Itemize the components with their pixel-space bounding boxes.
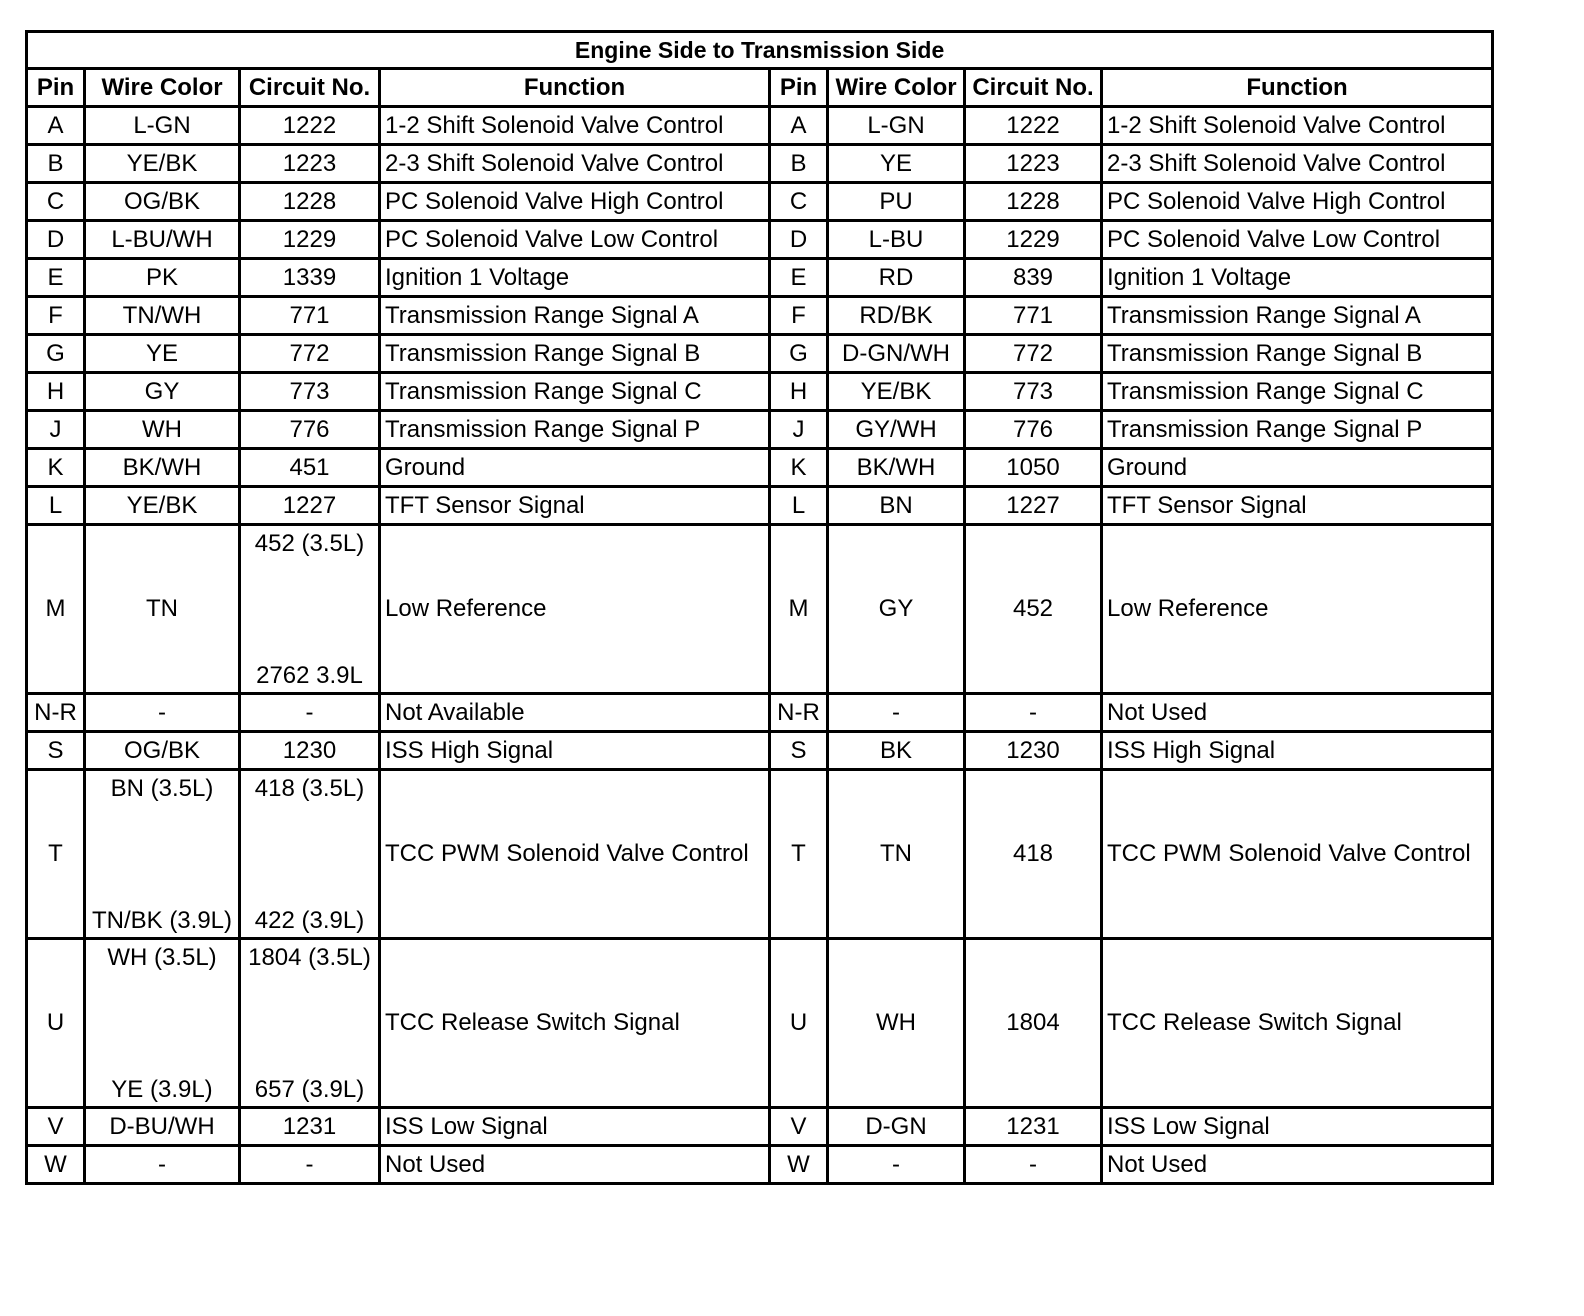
engine-function: Transmission Range Signal C [380,373,770,411]
engine-circuit-no: 1228 [240,183,380,221]
engine-function: TCC Release Switch Signal [380,939,770,1108]
trans-wire-color: TN [828,770,965,939]
col-header-engine-pin: Pin [27,69,85,107]
engine-wire-color: - [85,1146,240,1184]
trans-pin: S [770,732,828,770]
trans-function: 1-2 Shift Solenoid Valve Control [1102,107,1493,145]
trans-pin: B [770,145,828,183]
trans-pin: J [770,411,828,449]
col-header-engine-function: Function [380,69,770,107]
engine-circuit-no: 1222 [240,107,380,145]
trans-circuit-no: 418 [965,770,1102,939]
trans-wire-color: D-GN/WH [828,335,965,373]
engine-function: ISS Low Signal [380,1108,770,1146]
engine-function: Transmission Range Signal A [380,297,770,335]
engine-function: Ignition 1 Voltage [380,259,770,297]
trans-wire-color: L-BU [828,221,965,259]
engine-pin: K [27,449,85,487]
trans-pin: W [770,1146,828,1184]
trans-function: ISS Low Signal [1102,1108,1493,1146]
engine-circuit-no: 1231 [240,1108,380,1146]
trans-function: Not Used [1102,1146,1493,1184]
table-row [27,732,1493,770]
trans-wire-color: GY/WH [828,411,965,449]
engine-circuit-3-5l: 452 (3.5L) [254,530,365,557]
trans-function: PC Solenoid Valve High Control [1102,183,1493,221]
trans-pin: F [770,297,828,335]
engine-circuit-no: 771 [240,297,380,335]
engine-function: 2-3 Shift Solenoid Valve Control [380,145,770,183]
trans-circuit-no: 776 [965,411,1102,449]
trans-circuit-no: 1050 [965,449,1102,487]
engine-wire-color: - [85,694,240,732]
trans-pin: N-R [770,694,828,732]
col-header-trans-function: Function [1102,69,1493,107]
trans-wire-color: - [828,694,965,732]
trans-circuit-no: 773 [965,373,1102,411]
trans-circuit-no: 1223 [965,145,1102,183]
col-header-trans-wire-color: Wire Color [828,69,965,107]
trans-wire-color: L-GN [828,107,965,145]
trans-wire-color: YE/BK [828,373,965,411]
trans-pin: E [770,259,828,297]
engine-pin: G [27,335,85,373]
trans-circuit-no: 1222 [965,107,1102,145]
engine-wire-color: YE/BK [85,487,240,525]
trans-pin: U [770,939,828,1108]
engine-wire-3-5l: WH (3.5L) [107,944,217,971]
engine-pin: W [27,1146,85,1184]
trans-circuit-no: 1231 [965,1108,1102,1146]
engine-circuit-3-9l: 422 (3.9L) [254,907,365,934]
trans-circuit-no: 772 [965,335,1102,373]
trans-function: PC Solenoid Valve Low Control [1102,221,1493,259]
engine-wire-3-9l: YE (3.9L) [111,1076,213,1103]
trans-circuit-no: 452 [965,525,1102,694]
engine-function: PC Solenoid Valve High Control [380,183,770,221]
engine-wire-color: TN [85,525,240,694]
engine-pin: D [27,221,85,259]
engine-function: Not Used [380,1146,770,1184]
trans-function: Transmission Range Signal P [1102,411,1493,449]
trans-function: Low Reference [1102,525,1493,694]
trans-pin: D [770,221,828,259]
engine-circuit-no: 1229 [240,221,380,259]
trans-circuit-no: 1227 [965,487,1102,525]
trans-circuit-no: 771 [965,297,1102,335]
trans-pin: L [770,487,828,525]
engine-wire-color: OG/BK [85,732,240,770]
trans-pin: K [770,449,828,487]
pinout-table [25,30,1494,1185]
trans-function: Not Used [1102,694,1493,732]
engine-function: Ground [380,449,770,487]
engine-pin: V [27,1108,85,1146]
engine-pin: F [27,297,85,335]
engine-pin: C [27,183,85,221]
engine-circuit-3-9l: 657 (3.9L) [254,1076,365,1103]
trans-wire-color: GY [828,525,965,694]
table-row [27,335,1493,373]
engine-wire-color: YE [85,335,240,373]
engine-function: PC Solenoid Valve Low Control [380,221,770,259]
trans-circuit-no: 1230 [965,732,1102,770]
engine-circuit-no: 451 [240,449,380,487]
engine-pin: T [27,770,85,939]
trans-function: ISS High Signal [1102,732,1493,770]
engine-circuit-no [240,525,380,694]
trans-circuit-no: 1228 [965,183,1102,221]
engine-wire-color [85,770,240,939]
engine-circuit-no [240,770,380,939]
engine-function: TFT Sensor Signal [380,487,770,525]
table-row [27,297,1493,335]
trans-pin: M [770,525,828,694]
engine-function: TCC PWM Solenoid Valve Control [380,770,770,939]
engine-circuit-no: 1223 [240,145,380,183]
trans-wire-color: D-GN [828,1108,965,1146]
engine-pin: N-R [27,694,85,732]
table-row [27,1108,1493,1146]
col-header-trans-pin: Pin [770,69,828,107]
col-header-engine-circuit-no: Circuit No. [240,69,380,107]
engine-pin: U [27,939,85,1108]
table-row [27,1146,1493,1184]
engine-circuit-3-5l: 1804 (3.5L) [248,944,371,971]
trans-pin: T [770,770,828,939]
trans-pin: V [770,1108,828,1146]
trans-pin: C [770,183,828,221]
engine-pin: A [27,107,85,145]
engine-wire-color: WH [85,411,240,449]
trans-circuit-no: - [965,1146,1102,1184]
table-row [27,373,1493,411]
engine-pin: L [27,487,85,525]
table-row [27,107,1493,145]
engine-wire-color: YE/BK [85,145,240,183]
engine-circuit-3-9l: 2762 3.9L [256,662,363,689]
trans-function: Transmission Range Signal C [1102,373,1493,411]
trans-wire-color: - [828,1146,965,1184]
engine-wire-3-9l: TN/BK (3.9L) [91,907,233,934]
trans-function: 2-3 Shift Solenoid Valve Control [1102,145,1493,183]
table-row [27,770,1493,939]
engine-function: Not Available [380,694,770,732]
table-header-row [27,69,1493,107]
trans-wire-color: YE [828,145,965,183]
engine-wire-color: L-BU/WH [85,221,240,259]
engine-wire-3-5l: BN (3.5L) [110,775,214,802]
table-row [27,694,1493,732]
trans-wire-color: BK/WH [828,449,965,487]
engine-pin: B [27,145,85,183]
engine-function: 1-2 Shift Solenoid Valve Control [380,107,770,145]
engine-circuit-no: - [240,1146,380,1184]
engine-circuit-no: 1339 [240,259,380,297]
engine-wire-color: D-BU/WH [85,1108,240,1146]
table-row [27,449,1493,487]
trans-function: Ground [1102,449,1493,487]
table-title: Engine Side to Transmission Side [27,32,1493,69]
trans-pin: G [770,335,828,373]
engine-wire-color: OG/BK [85,183,240,221]
engine-circuit-no: 773 [240,373,380,411]
engine-wire-color: BK/WH [85,449,240,487]
engine-wire-color [85,939,240,1108]
engine-circuit-3-5l: 418 (3.5L) [254,775,365,802]
trans-function: Transmission Range Signal A [1102,297,1493,335]
trans-circuit-no: 839 [965,259,1102,297]
engine-function: Transmission Range Signal B [380,335,770,373]
table-title-row [27,32,1493,69]
table-row [27,939,1493,1108]
engine-pin: J [27,411,85,449]
col-header-trans-circuit-no: Circuit No. [965,69,1102,107]
trans-circuit-no: 1229 [965,221,1102,259]
trans-function: TFT Sensor Signal [1102,487,1493,525]
trans-wire-color: PU [828,183,965,221]
trans-wire-color: RD/BK [828,297,965,335]
engine-wire-color: L-GN [85,107,240,145]
table-row [27,525,1493,694]
table-row [27,259,1493,297]
table-row [27,183,1493,221]
table-row [27,145,1493,183]
col-header-engine-wire-color: Wire Color [85,69,240,107]
engine-circuit-no [240,939,380,1108]
trans-pin: H [770,373,828,411]
engine-circuit-no: 1227 [240,487,380,525]
trans-function: Ignition 1 Voltage [1102,259,1493,297]
trans-wire-color: WH [828,939,965,1108]
trans-circuit-no: - [965,694,1102,732]
trans-function: TCC Release Switch Signal [1102,939,1493,1108]
engine-pin: M [27,525,85,694]
trans-function: TCC PWM Solenoid Valve Control [1102,770,1493,939]
engine-circuit-no: 776 [240,411,380,449]
engine-function: ISS High Signal [380,732,770,770]
trans-function: Transmission Range Signal B [1102,335,1493,373]
trans-circuit-no: 1804 [965,939,1102,1108]
engine-function: Transmission Range Signal P [380,411,770,449]
engine-pin: S [27,732,85,770]
engine-circuit-no: 772 [240,335,380,373]
engine-pin: H [27,373,85,411]
trans-wire-color: BK [828,732,965,770]
table-row [27,487,1493,525]
table-row [27,221,1493,259]
engine-wire-color: GY [85,373,240,411]
trans-pin: A [770,107,828,145]
engine-wire-color: PK [85,259,240,297]
engine-wire-color: TN/WH [85,297,240,335]
engine-circuit-no: - [240,694,380,732]
engine-function: Low Reference [380,525,770,694]
engine-circuit-no: 1230 [240,732,380,770]
engine-pin: E [27,259,85,297]
table-row [27,411,1493,449]
trans-wire-color: BN [828,487,965,525]
trans-wire-color: RD [828,259,965,297]
